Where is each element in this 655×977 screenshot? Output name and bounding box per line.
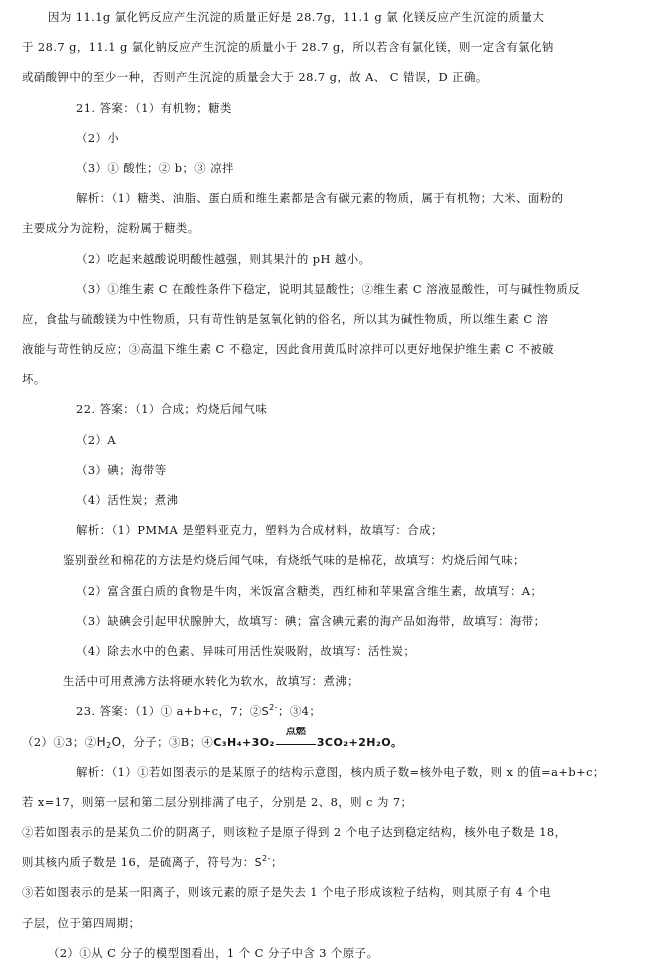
text-line: 鉴别蚕丝和棉花的方法是灼烧后闻气味，有烧纸气味的是棉花，故填写：灼烧后闻气味； — [63, 553, 525, 568]
text-line: 坏。 — [22, 372, 46, 387]
text-line: 因为 11.1g 氯化钙反应产生沉淀的质量正好是 28.7g，11.1 g 氯 化镁反应产生沉淀的质量大 — [48, 10, 545, 24]
text-line: 解析：（1）PMMA 是塑料亚克力，塑料为合成材料，故填写：合成； — [76, 523, 443, 538]
text-line: 应，食盐与硫酸镁为中性物质，只有苛性钠是氢氧化钠的俗名，所以其为碱性物质，所以维生素 C 溶 — [22, 311, 549, 326]
answer-23-line — [22, 696, 643, 726]
text-line: 于 28.7 g，11.1 g 氯化钠反应产生沉淀的质量小于 28.7 g，所以若含有氯化镁，则一定含有氯化钠 — [22, 40, 554, 55]
answer-23-2-mid: ，分子；③B；④ — [121, 734, 214, 749]
text-line: 解析：（1）①若如图表示的是某原子的结构示意图，核内质子数=核外电子数，则 x 的值=a+b+c； — [76, 764, 605, 779]
text-line: 22. 答案：（1）合成；灼烧后闻气味 — [76, 402, 268, 417]
answer-23-tail: ；③4； — [278, 704, 322, 719]
ion-line-2: 则其核内质子数是 16，是硫离子，符号为：$S^{2-}$； — [22, 854, 283, 870]
products: 3CO₂+2H₂O。 — [316, 735, 403, 749]
text-block-analysis — [22, 757, 643, 817]
text-line: （2）A — [76, 432, 117, 447]
text-line: （4）活性炭；煮沸 — [76, 493, 179, 507]
text-line: 子层，位于第四周期； — [22, 915, 141, 930]
text-line: （2）小 — [76, 130, 120, 145]
reaction-condition-arrow — [276, 726, 316, 757]
answer-23-2-pre: （2）①3；② — [22, 734, 97, 749]
water-formula: $H_2O$ — [96, 734, 122, 750]
text-line: （4）除去水中的色素、异味可用活性炭吸附，故填写：活性炭； — [76, 643, 416, 658]
text-line: （3）① 酸性；② b；③ 凉拌 — [76, 160, 234, 175]
text-line: （2）①从 C 分子的模型图看出，1 个 C 分子中含 3 个原子。 — [48, 945, 379, 960]
reactants: C₃H₄+3O₂ — [213, 735, 275, 749]
answer-23-line-2 — [22, 727, 643, 757]
text-line: （3）①维生素 C 在酸性条件下稳定，说明其显酸性；②维生素 C 溶液显酸性，可与碱性物质反 — [76, 281, 581, 296]
text-block-bottom — [22, 877, 643, 968]
answer-23-head: 23. 答案：（1）① a+b+c，7；② — [76, 704, 262, 719]
ion-line: ②若如图表示的是某负二价的阴离子，则该粒子是原子得到 2 个电子达到稳定结构，核外电子数是 18， — [22, 825, 567, 840]
reaction-condition: 点燃 — [285, 726, 306, 737]
text-line: 解析：（1）糖类、油脂、蛋白质和维生素都是含有碳元素的物质，属于有机物；大米、面粉的 — [76, 191, 564, 206]
text-line: （3）碘；海带等 — [76, 462, 167, 477]
combustion-equation — [213, 726, 403, 749]
text-line: 液能与苛性钠反应；③高温下维生素 C 不稳定，因此食用黄瓜时凉拌可以更好地保护维生素 C 不被破 — [22, 342, 554, 357]
text-line: 21. 答案：（1）有机物；糖类 — [76, 100, 232, 115]
text-line: 生活中可用煮沸方法将硬水转化为软水，故填写：煮沸； — [63, 674, 360, 689]
text-line: （2）吃起来越酸说明酸性越强，则其果汁的 pH 越小。 — [76, 251, 371, 266]
text-line: （3）缺碘会引起甲状腺肿大，故填写：碘；富含碘元素的海产品如海带，故填写：海带； — [76, 613, 546, 628]
text-line: ③若如图表示的是某一阳离子，则该元素的原子是失去 1 个电子形成该粒子结构，则其原子有 4 个电 — [22, 885, 551, 900]
text-line: 或硝酸钾中的至少一种，否则产生沉淀的质量会大于 28.7 g，故 A、 C 错误，D 正确。 — [22, 70, 488, 85]
sulfide-ion-symbol: $S^{2-}$ — [254, 854, 271, 870]
text-line: 主要成分为淀粉，淀粉属于糖类。 — [22, 221, 200, 236]
text-line: 若 x=17，则第一层和第二层分别排满了电子，分别是 2、8，则 c 为 7； — [22, 794, 413, 809]
text-line: （2）富含蛋白质的食物是牛肉，米饭富含糖类，西红柿和苹果富含维生素，故填写：A； — [76, 583, 543, 598]
sulfide-symbol: $S^{2-}$ — [261, 703, 278, 719]
text-block-top — [22, 2, 643, 696]
